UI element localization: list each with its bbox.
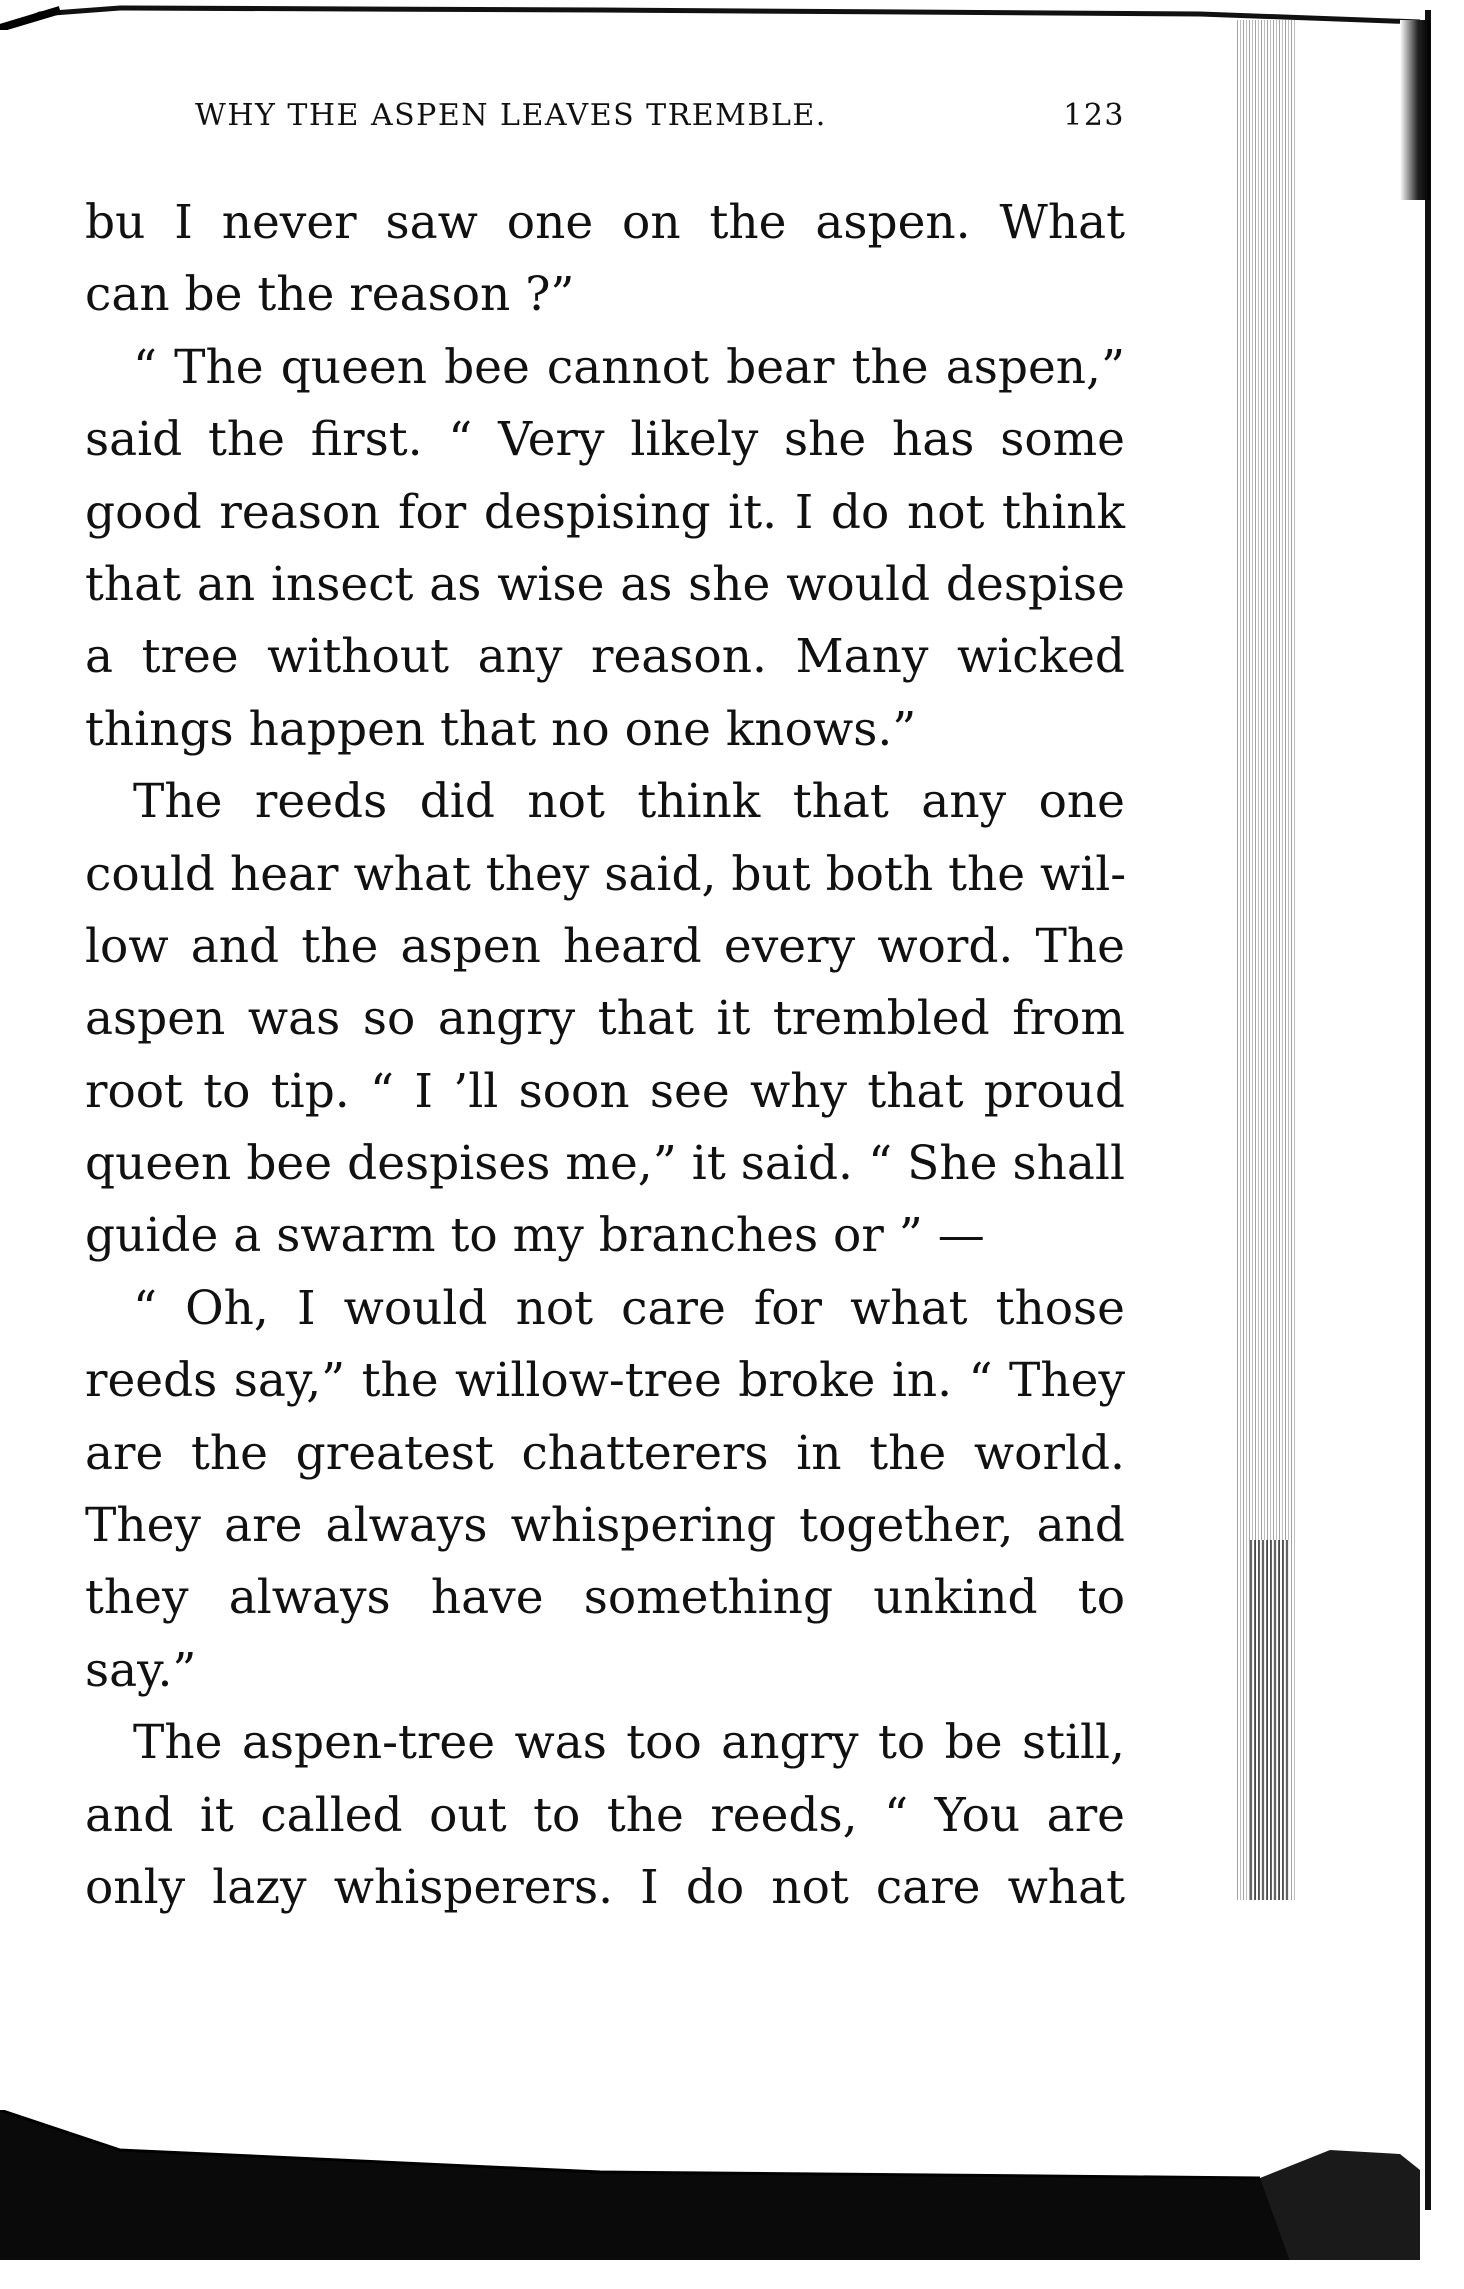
text-line: bu I never saw one on the aspen. What xyxy=(85,195,1125,250)
text-line: aspen was so angry that it trembled from xyxy=(85,991,1125,1047)
text-line: The aspen-tree was too angry to be still, xyxy=(133,1715,1125,1771)
text-line: The reeds did not think that any one xyxy=(133,774,1125,830)
text-line: guide a swarm to my branches or ” — xyxy=(85,1208,985,1264)
text-line: are the greatest chatterers in the world. xyxy=(85,1425,1125,1481)
text-line: reeds say,” the willow-tree broke in. “ They xyxy=(85,1353,1125,1409)
text-line: root to tip. “ I ’ll soon see why that proud xyxy=(85,1063,1125,1119)
scan-bottom-shadow xyxy=(0,2110,1464,2289)
book-spine-dark-band xyxy=(1250,1540,1290,1900)
text-line: They are always whispering together, and xyxy=(85,1498,1125,1554)
text-line: can be the reason ?” xyxy=(85,267,575,323)
text-line: a tree without any reason. Many wicked xyxy=(85,629,1125,685)
text-line: they always have something unkind to xyxy=(85,1570,1125,1626)
scan-top-edge xyxy=(0,0,1440,30)
text-line: only lazy whisperers. I do not care what xyxy=(85,1859,1125,1915)
text-line: low and the aspen heard every word. The xyxy=(85,918,1125,974)
text-line: good reason for despising it. I do not think xyxy=(85,484,1125,540)
text-line: and it called out to the reeds, “ You are xyxy=(85,1787,1125,1843)
text-line: said the first. “ Very likely she has some xyxy=(85,412,1125,468)
page-right-edge xyxy=(1385,10,1431,2210)
text-line: things happen that no one knows.” xyxy=(85,701,917,757)
text-line: “ The queen bee cannot bear the aspen,” xyxy=(133,339,1125,395)
running-title: WHY THE ASPEN LEAVES TREMBLE. xyxy=(195,98,827,133)
text-line: could hear what they said, but both the wil- xyxy=(85,846,1127,902)
page-right-edge-top xyxy=(1400,20,1430,200)
page-number: 123 xyxy=(1063,98,1125,133)
text-line: “ Oh, I would not care for what those xyxy=(133,1280,1125,1336)
text-line: that an insect as wise as she would despise xyxy=(85,556,1125,612)
text-line: queen bee despises me,” it said. “ She shall xyxy=(85,1136,1125,1192)
body-text xyxy=(85,187,1125,1924)
running-header xyxy=(175,98,1125,138)
text-line: say.” xyxy=(85,1642,197,1698)
